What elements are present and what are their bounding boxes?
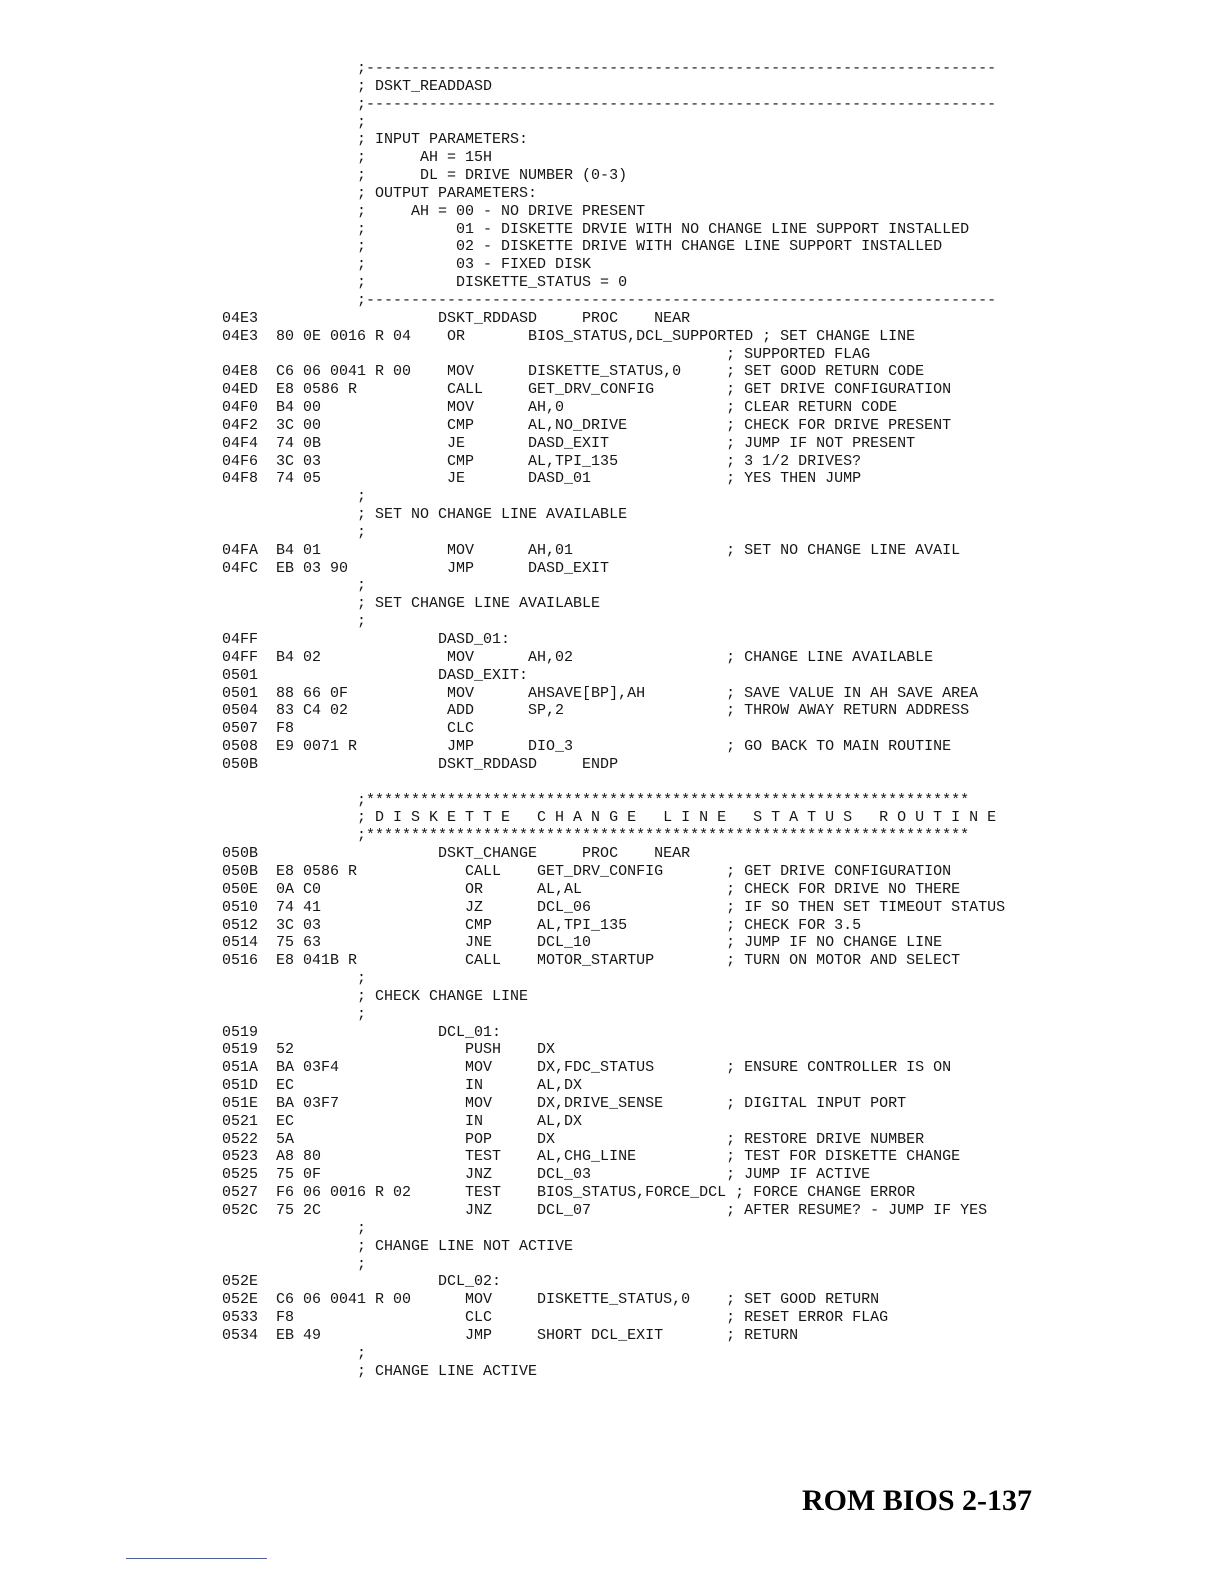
code-line: ; SUPPORTED FLAG [222,345,871,363]
code-line: 0519 52 PUSH DX [222,1041,556,1059]
code-line: 052E DCL_02: [222,1273,502,1291]
code-line: 050B E8 0586 R CALL GET_DRV_CONFIG ; GET DRIVE CONFIGURATION [222,862,952,880]
code-line: ; SET CHANGE LINE AVAILABLE [222,595,601,613]
code-line: 04F0 B4 00 MOV AH,0 ; CLEAR RETURN CODE [222,399,898,417]
code-line: ; SET NO CHANGE LINE AVAILABLE [222,506,628,524]
code-line: 04FF DASD_01: [222,631,511,648]
code-line: 04E3 DSKT_RDDASD PROC NEAR [222,309,691,327]
code-line: 04F2 3C 00 CMP AL,NO_DRIVE ; CHECK FOR DRIVE PRESENT [222,416,952,434]
code-line: 04FF B4 02 MOV AH,02 ; CHANGE LINE AVAILABLE [222,648,934,666]
code-line: ; DL = DRIVE NUMBER (0-3) [222,167,628,185]
code-line: ; CHANGE LINE ACTIVE [222,1362,538,1380]
code-line: ; OUTPUT PARAMETERS: [222,184,538,202]
code-line: 0514 75 63 JNE DCL_10 ; JUMP IF NO CHANGE LINE [222,934,943,952]
code-line: 050E 0A C0 OR AL,AL ; CHECK FOR DRIVE NO THERE [222,880,961,898]
code-line: 0534 EB 49 JMP SHORT DCL_EXIT ; RETURN [222,1326,799,1344]
code-line: 0525 75 0F JNZ DCL_03 ; JUMP IF ACTIVE [222,1166,871,1184]
code-line: ; INPUT PARAMETERS: [222,131,529,149]
code-line: ; 01 - DISKETTE DRVIE WITH NO CHANGE LINE SUPPORT INSTALLED [222,220,970,238]
code-line: 0533 F8 CLC ; RESET ERROR FLAG [222,1309,889,1327]
code-line: 0504 83 C4 02 ADD SP,2 ; THROW AWAY RETURN ADDRESS [222,702,970,720]
code-line: ;---------------------------------------------------------------------- [222,291,997,309]
code-line: 0521 EC IN AL,DX [222,1112,583,1130]
code-line: 04FC EB 03 90 JMP DASD_EXIT [222,559,610,577]
code-line: 0523 A8 80 TEST AL,CHG_LINE ; TEST FOR DISKETTE CHANGE [222,1148,961,1166]
code-line: ;******************************************************************* [222,791,970,809]
code-line: ; [222,613,367,631]
code-line: 051E BA 03F7 MOV DX,DRIVE_SENSE ; DIGITAL INPUT PORT [222,1094,907,1112]
code-line: ; 02 - DISKETTE DRIVE WITH CHANGE LINE SUPPORT INSTALLED [222,238,943,256]
code-line: 0507 F8 CLC [222,720,475,738]
code-line: 052C 75 2C JNZ DCL_07 ; AFTER RESUME? - JUMP IF YES [222,1202,988,1219]
code-line: 04F4 74 0B JE DASD_EXIT ; JUMP IF NOT PRESENT [222,434,916,452]
code-line: 0512 3C 03 CMP AL,TPI_135 ; CHECK FOR 3.5 [222,916,862,934]
code-line: 0510 74 41 JZ DCL_06 ; IF SO THEN SET TIMEOUT STATUS [222,898,1006,916]
code-line: ; 03 - FIXED DISK [222,256,592,274]
code-line: ;---------------------------------------------------------------------- [222,95,997,113]
code-line [222,774,1005,792]
code-line: 051D EC IN AL,DX [222,1077,583,1095]
code-line: 04FA B4 01 MOV AH,01 ; SET NO CHANGE LINE AVAIL [222,541,961,559]
code-line: ; CHECK CHANGE LINE [222,987,529,1005]
code-line: 050B DSKT_CHANGE PROC NEAR [222,845,691,863]
code-line: ; DSKT_READDASD [222,77,493,95]
code-line: ; [222,577,367,595]
code-line: 0527 F6 06 0016 R 02 TEST BIOS_STATUS,FORCE_DCL ; FORCE CHANGE ERROR [222,1184,916,1202]
code-line: 04E3 80 0E 0016 R 04 OR BIOS_STATUS,DCL_SUPPORTED ; SET CHANGE LINE [222,327,916,345]
code-line: ; [222,1219,367,1237]
code-line: ; [222,970,367,988]
code-line: 04F8 74 05 JE DASD_01 ; YES THEN JUMP [222,470,862,488]
code-line: ; D I S K E T T E C H A N G E L I N E S T A T U S R O U T I N E [222,809,997,827]
code-line: ; CHANGE LINE NOT ACTIVE [222,1237,574,1255]
code-line: ;---------------------------------------------------------------------- [222,60,997,77]
code-line: ; [222,1005,367,1023]
footnote-rule [126,1558,267,1559]
code-line: ; [222,1344,367,1362]
code-line: 051A BA 03F4 MOV DX,FDC_STATUS ; ENSURE CONTROLLER IS ON [222,1059,952,1077]
code-line: 0508 E9 0071 R JMP DIO_3 ; GO BACK TO MAIN ROUTINE [222,738,952,756]
code-line: ; [222,488,367,506]
code-line: 052E C6 06 0041 R 00 MOV DISKETTE_STATUS,0 ; SET GOOD RETURN [222,1291,880,1309]
code-line: 0501 88 66 0F MOV AHSAVE[BP],AH ; SAVE VALUE IN AH SAVE AREA [222,684,979,702]
assembly-listing [222,60,1005,1380]
code-line: 050B DSKT_RDDASD ENDP [222,755,619,773]
code-line: 04ED E8 0586 R CALL GET_DRV_CONFIG ; GET DRIVE CONFIGURATION [222,381,952,399]
code-line: ;******************************************************************* [222,827,970,845]
code-line: ; AH = 15H [222,149,493,167]
code-line: ; [222,113,367,131]
code-line: ; AH = 00 - NO DRIVE PRESENT [222,202,646,220]
code-line: ; [222,1255,367,1273]
code-line: 0522 5A POP DX ; RESTORE DRIVE NUMBER [222,1130,925,1148]
code-line: 0516 E8 041B R CALL MOTOR_STARTUP ; TURN ON MOTOR AND SELECT [222,952,961,970]
code-line: 0501 DASD_EXIT: [222,666,529,684]
code-line: 04E8 C6 06 0041 R 00 MOV DISKETTE_STATUS,0 ; SET GOOD RETURN CODE [222,363,925,381]
code-line: ; [222,523,367,541]
page-footer: ROM BIOS 2-137 [801,1484,1032,1517]
code-line: ; DISKETTE_STATUS = 0 [222,274,628,292]
code-line: 04F6 3C 03 CMP AL,TPI_135 ; 3 1/2 DRIVES? [222,452,862,470]
code-line: 0519 DCL_01: [222,1023,502,1041]
